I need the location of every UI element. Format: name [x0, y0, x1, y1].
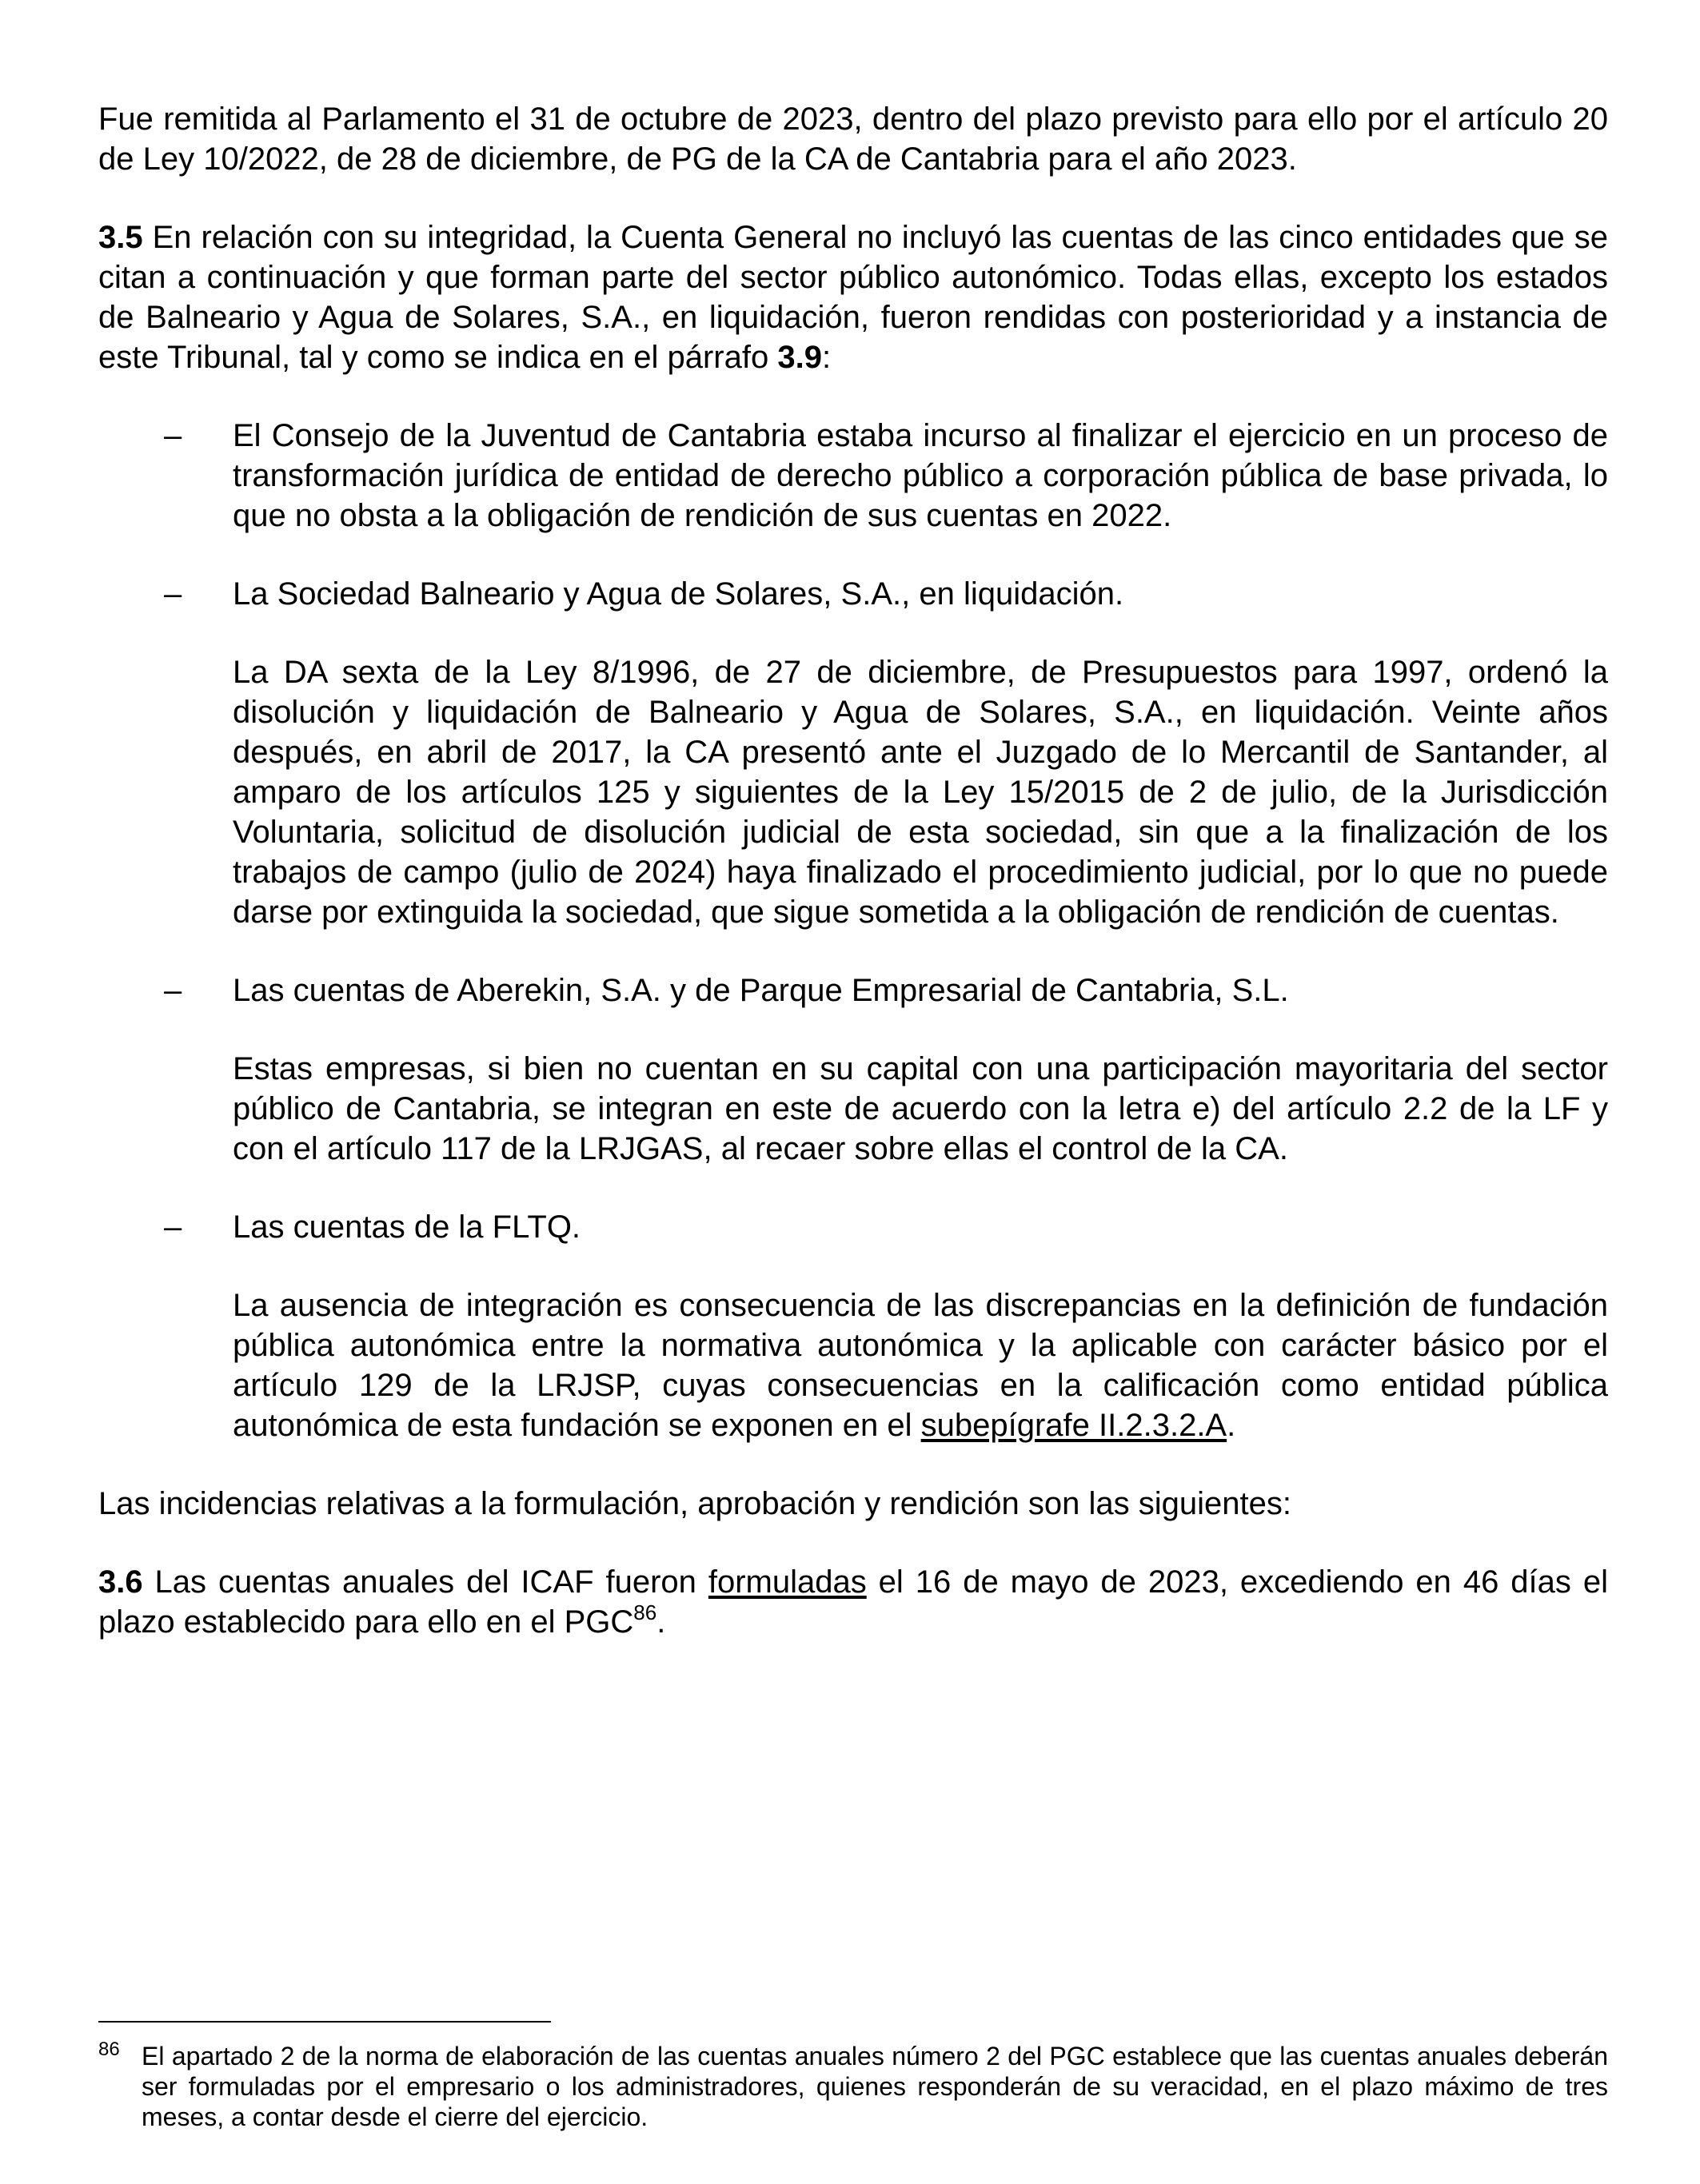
bullet-text: Las cuentas de la FLTQ.	[233, 1210, 581, 1245]
bullet-detail-fltq	[98, 1285, 1608, 1445]
intro-paragraph	[98, 99, 1608, 179]
footnote-number: 86	[98, 2039, 120, 2060]
bullet-text: La Sociedad Balneario y Agua de Solares, S.A., en liquidación.	[233, 576, 1124, 612]
bullet-dash: –	[164, 576, 182, 612]
section-3-6-number: 3.6	[98, 1564, 143, 1600]
incidencias-text: Las incidencias relativas a la formulación, aprobación y rendición son las siguientes:	[98, 1486, 1291, 1521]
incidencias-paragraph	[98, 1484, 1608, 1524]
bullet-item-consejo	[98, 416, 1608, 536]
bullet-item-balneario	[98, 574, 1608, 614]
bullet-text: El Consejo de la Juventud de Cantabria estaba incurso al finalizar el ejercicio en un proceso de transformación jurídica de entidad de derecho público a corporación pública de base privada, lo que no obsta a la obligación de rendición de sus cuentas en 2022.	[233, 418, 1608, 533]
bullet-detail-balneario: La DA sexta de la Ley 8/1996, de 27 de diciembre, de Presupuestos para 1997, ordenó la disolución y liquidación de Balneario y Agua de Solares, S.A., en liquidación. Veinte años después, en abril de 2017, la CA presentó ante el Juzgado de lo Mercantil de Santander, al amparo de los artículos 125 y siguientes de la Ley 15/2015 de 2 de julio, de la Jurisdicción Voluntaria, solicitud de disolución judicial de esta sociedad, sin que a la finalización de los trabajos de campo (julio de 2024) haya finalizado el procedimiento judicial, por lo que no puede darse por extinguida la sociedad, que sigue sometida a la obligación de rendición de cuentas.	[233, 655, 1608, 930]
bullet-item-aberekin	[98, 970, 1608, 1010]
bullet-detail-aberekin: Estas empresas, si bien no cuentan en su capital con una participación mayoritaria del sector público de Cantabria, se integran en este de acuerdo con la letra e) del artículo 2.2 de la LF y con el artículo 117 de la LRJGAS, al recaer sobre ellas el control de la CA.	[233, 1051, 1608, 1166]
section-3-5-ref-suffix: :	[821, 340, 832, 375]
subepigrafe-link[interactable]: subepígrafe II.2.3.2.A	[920, 1408, 1227, 1443]
footnote	[98, 2041, 1608, 2132]
bullet-item-fltq	[98, 1207, 1608, 1247]
document-body	[98, 99, 1608, 1642]
bullet-dash: –	[164, 1210, 182, 1245]
footnote-ref[interactable]: 86	[633, 1600, 657, 1624]
bullet-dash: –	[164, 418, 182, 453]
section-3-6-text-after: el 16 de mayo de 2023, excediendo en 46 días el plazo establecido para ello en el PGC	[98, 1564, 1608, 1640]
bullet-dash: –	[164, 973, 182, 1008]
section-3-5-paragraph	[98, 217, 1608, 377]
section-3-6-paragraph	[98, 1562, 1608, 1642]
section-3-6-end: .	[656, 1604, 666, 1640]
fltq-detail-end: .	[1227, 1408, 1236, 1443]
footnote-text: El apartado 2 de la norma de elaboración de las cuentas anuales número 2 del PGC establece que las cuentas anuales deberán ser formuladas por el empresario o los administradores, quienes responderán de su veracidad, en el plazo máximo de tres meses, a contar desde el cierre del ejercicio.	[142, 2042, 1608, 2131]
footnote-divider	[98, 2021, 551, 2023]
formuladas-link[interactable]: formuladas	[708, 1564, 867, 1600]
fltq-detail-text: La ausencia de integración es consecuencia de las discrepancias en la definición de fundación pública autonómica entre la normativa autonómica y la aplicable con carácter básico por el artículo 129 de la LRJSP, cuyas consecuencias en la calificación como entidad pública autonómica de esta fundación se exponen en el	[233, 1288, 1608, 1443]
section-3-5-number: 3.5	[98, 220, 143, 255]
section-3-6-text: Las cuentas anuales del ICAF fueron	[142, 1564, 708, 1600]
section-3-5-text: En relación con su integridad, la Cuenta General no incluyó las cuentas de las cinco entidades que se citan a continuación y que forman parte del sector público autonómico. Todas ellas, excepto los estados de Balneario y Agua de Solares, S.A., en liquidación, fueron rendidas con posterioridad y a instancia de este Tribunal, tal y como se indica en el párrafo	[98, 220, 1608, 375]
intro-text: Fue remitida al Parlamento el 31 de octubre de 2023, dentro del plazo previsto para ello por el artículo 20 de Ley 10/2022, de 28 de diciembre, de PG de la CA de Cantabria para el año 2023.	[98, 102, 1608, 177]
bullet-text: Las cuentas de Aberekin, S.A. y de Parque Empresarial de Cantabria, S.L.	[233, 973, 1289, 1008]
section-3-5-ref: 3.9	[777, 340, 822, 375]
